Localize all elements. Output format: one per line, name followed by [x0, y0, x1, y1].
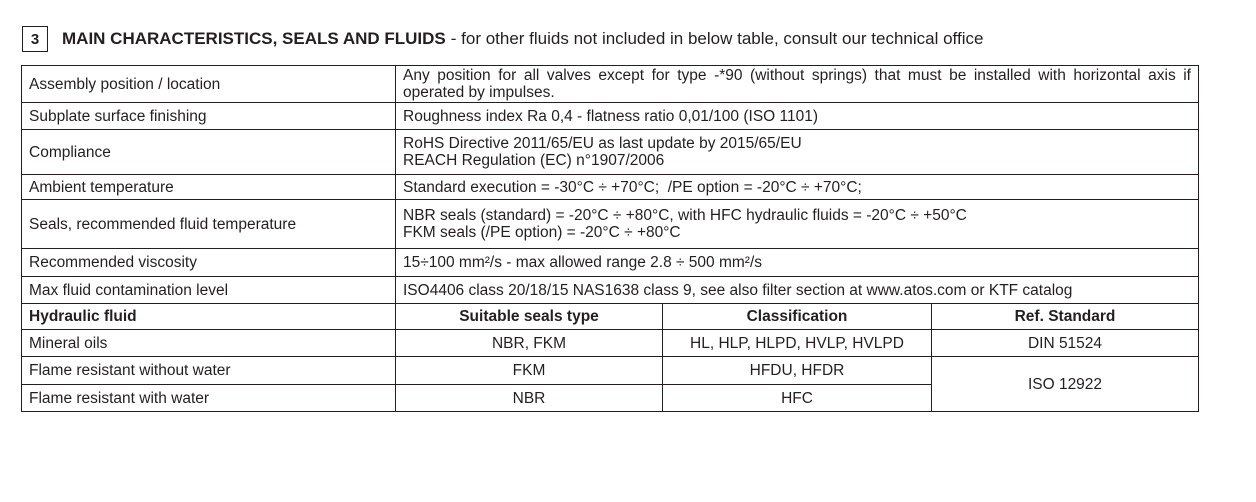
row-seals-temperature: [22, 200, 1199, 249]
fluid-standard: ISO 12922: [932, 357, 1199, 412]
row-contamination-level: [22, 277, 1199, 304]
row-value: Any position for all valves except for type -*90 (without springs) that must be installed with horizontal axis if operated by impulses.: [396, 66, 1199, 103]
fluid-classification: HFDU, HFDR: [663, 357, 932, 385]
fluid-name: Flame resistant with water: [22, 385, 396, 412]
row-assembly-position: [22, 66, 1199, 103]
row-value: ISO4406 class 20/18/15 NAS1638 class 9, see also filter section at www.atos.com or KTF catalog: [396, 277, 1199, 304]
header-ref-standard: Ref. Standard: [932, 304, 1199, 330]
value-line: RoHS Directive 2011/65/EU as last update by 2015/65/EU: [403, 135, 802, 152]
value-line: NBR seals (standard) = -20°C ÷ +80°C, with HFC hydraulic fluids = -20°C ÷ +50°C: [403, 207, 967, 224]
row-label: Max fluid contamination level: [22, 277, 396, 304]
value-line: Standard execution = -30°C ÷ +70°C; /PE option = -20°C ÷ +70°C;: [403, 178, 862, 196]
row-value: [396, 130, 1199, 175]
fluid-seals: NBR: [396, 385, 663, 412]
fluid-name: Mineral oils: [22, 330, 396, 357]
header-hydraulic-fluid: Hydraulic fluid: [22, 304, 396, 330]
row-value: 15÷100 mm²/s - max allowed range 2.8 ÷ 500 mm²/s: [396, 249, 1199, 277]
section-header: [22, 26, 983, 52]
value-line: REACH Regulation (EC) n°1907/2006: [403, 152, 665, 169]
fluids-header-row: [22, 304, 1199, 330]
row-label: Subplate surface finishing: [22, 103, 396, 130]
row-viscosity: [22, 249, 1199, 277]
fluid-seals: NBR, FKM: [396, 330, 663, 357]
row-ambient-temperature: [22, 175, 1199, 200]
fluid-name: Flame resistant without water: [22, 357, 396, 385]
row-subplate-finishing: [22, 103, 1199, 130]
row-compliance: [22, 130, 1199, 175]
row-value: [396, 175, 1199, 200]
value-line: FKM seals (/PE option) = -20°C ÷ +80°C: [403, 224, 681, 241]
fluid-classification: HFC: [663, 385, 932, 412]
row-value: Roughness index Ra 0,4 - flatness ratio 0,01/100 (ISO 1101): [396, 103, 1199, 130]
fluid-seals: FKM: [396, 357, 663, 385]
fluid-row-mineral-oils: [22, 330, 1199, 357]
fluid-standard: DIN 51524: [932, 330, 1199, 357]
row-label: Ambient temperature: [22, 175, 396, 200]
characteristics-table: [21, 65, 1199, 412]
section-title: MAIN CHARACTERISTICS, SEALS AND FLUIDS: [62, 29, 446, 48]
row-label: Recommended viscosity: [22, 249, 396, 277]
row-label: Assembly position / location: [22, 66, 396, 103]
row-label: Seals, recommended fluid temperature: [22, 200, 396, 249]
section-number-box: 3: [22, 26, 48, 52]
header-seals-type: Suitable seals type: [396, 304, 663, 330]
row-value: [396, 200, 1199, 249]
fluid-row-flame-resistant-without-water: [22, 357, 1199, 385]
row-label: Compliance: [22, 130, 396, 175]
fluid-classification: HL, HLP, HLPD, HVLP, HVLPD: [663, 330, 932, 357]
section-subtitle: - for other fluids not included in below table, consult our technical office: [450, 29, 984, 48]
header-classification: Classification: [663, 304, 932, 330]
